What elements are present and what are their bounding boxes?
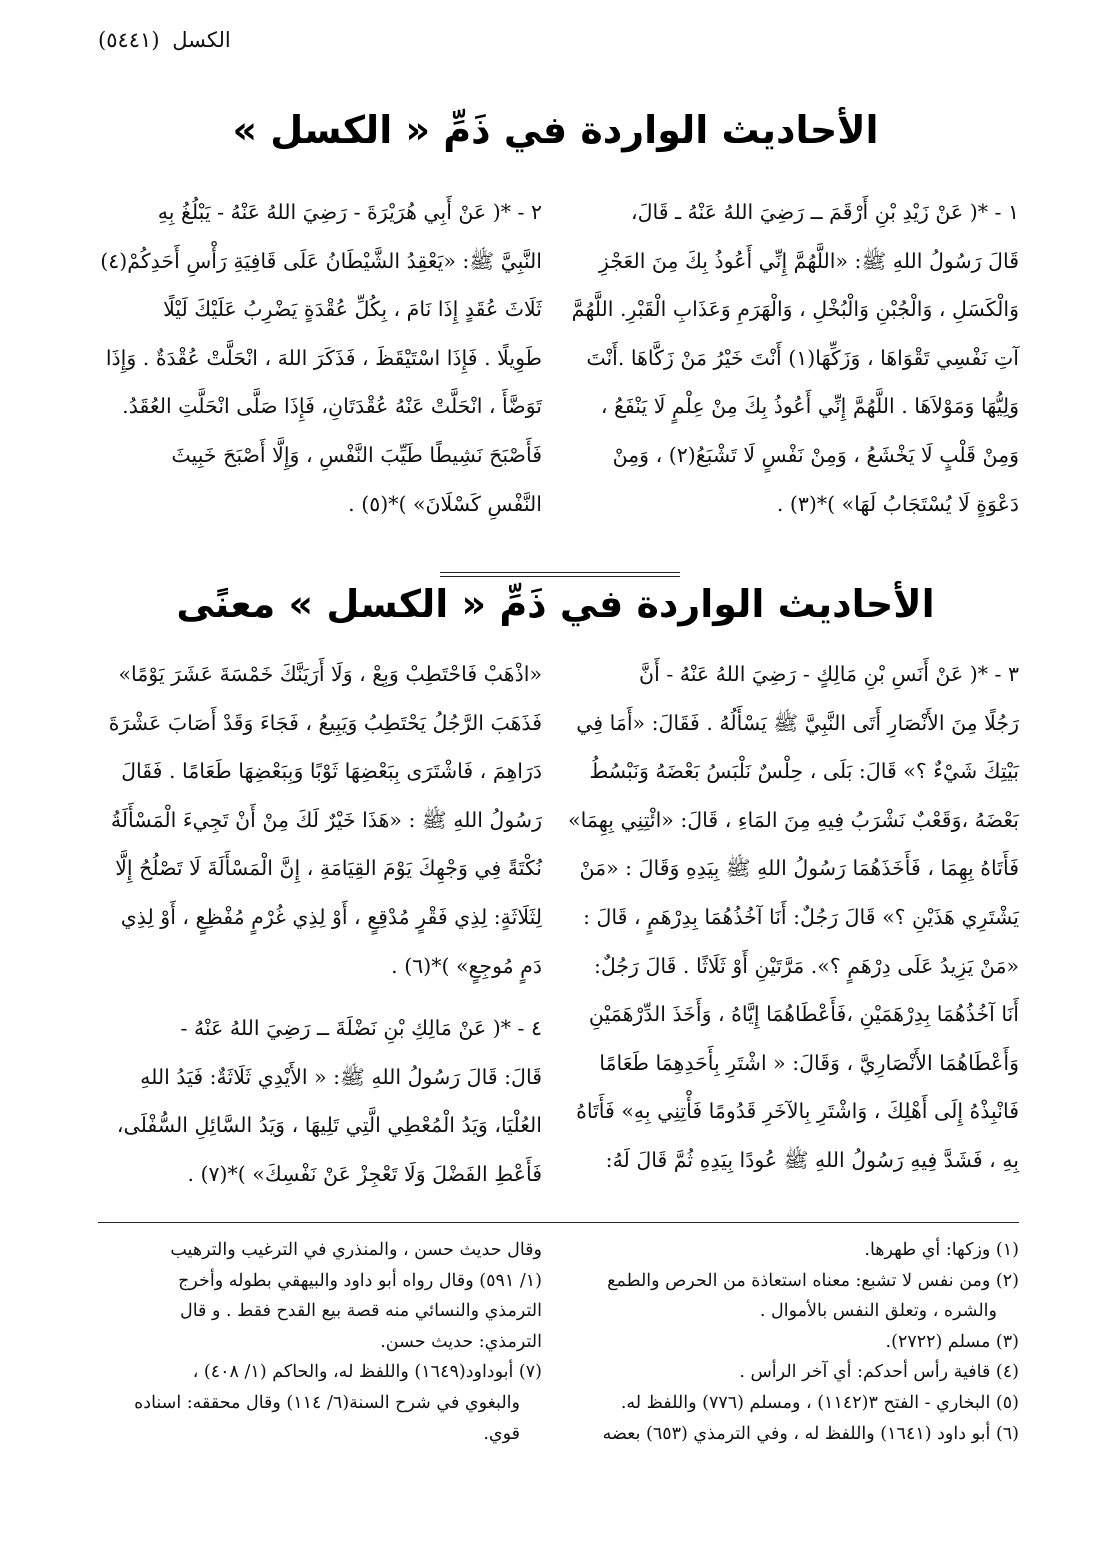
footnote: (٦) أبو داود (١٦٤١) واللفظ له ، وفي الترمذي (٦٥٣) بعضه xyxy=(602,1423,1019,1444)
hadith-3-continued-and-4-column xyxy=(98,650,542,1199)
text-line: فَأَتَاهُ بِهِمَا ، فَأَخَذَهُمَا رَسُولُ اللهِ ﷺ بِيَدِهِ وَقَالَ : «مَنْ xyxy=(579,856,1019,881)
footnote: (١) وزكها: أي طهرها. xyxy=(864,1240,1019,1260)
text-line: بَعْضَهُ ،وَقَعْبٌ نَشْرَبُ فِيهِ مِنَ المَاءِ ، قَالَ: «ائْتِنِي بِهِمَا» xyxy=(568,807,1019,832)
footnote-continued: الترمذي والنسائي منه قصة بيع القدح فقط . و قال xyxy=(180,1301,542,1322)
text-line: «اذْهَبْ فَاحْتَطِبْ وَبِعْ ، وَلَا أَرَيَنَّكَ خَمْسَةَ عَشَرَ يَوْمًا» xyxy=(118,662,542,686)
footnote: (٧) أبوداود(١٦٤٩) واللفظ له، والحاكم (١/ ٤٠٨) ، xyxy=(192,1362,542,1383)
text-line: نُكْتَةً فِي وَجْهِكَ يَوْمَ القِيَامَةِ ، إِنَّ الْمَسْأَلَةَ لَا تَصْلُحُ إِلَّا xyxy=(115,856,542,881)
text-line: قَالَ: قَالَ رَسُولُ اللهِ ﷺ: « الأَيْدِي ثَلَاثَةٌ: فَيَدُ اللهِ xyxy=(140,1064,542,1089)
text-line: قَالَ رَسُولُ اللهِ ﷺ: «اللَّهُمَّ إِنِّي أَعُوذُ بِكَ مِنَ العَجْزِ xyxy=(599,248,1019,273)
section-heading-2: الأحاديث الواردة في ذَمِّ « الكسل » معنًى xyxy=(176,582,935,626)
text-line: ٤ - *( عَنْ مَالِكِ بْنِ نَضْلَةَ ــ رَضِيَ اللهُ عَنْهُ - xyxy=(180,1016,542,1041)
hadith-2-column xyxy=(98,188,542,528)
footnote-continued: وقال حديث حسن ، والمنذري في الترغيب والترهيب xyxy=(170,1240,542,1260)
text-line: «مَنْ يَزِيدُ عَلَى دِرْهَمٍ ؟». مَرَّتَيْنِ أَوْ ثَلَاثًا . قَالَ رَجُلٌ: xyxy=(593,953,1019,978)
text-line: فَأَصْبَحَ نَشِيطًا طَيِّبَ النَّفْسِ ، وَإِلَّا أَصْبَحَ خَبِيثَ xyxy=(171,442,542,467)
footnote-divider xyxy=(98,1222,1019,1223)
text-line: وَمِنْ قَلْبٍ لَا يَخْشَعُ ، وَمِنْ نَفْسٍ لَا تَشْبَعُ(٢) ، وَمِنْ xyxy=(612,442,1019,467)
text-line: لِثَلَاثَةٍ: لِذِي فَقْرٍ مُدْقِعٍ ، أَوْ لِذِي غُرْمٍ مُفْظِعٍ ، أَوْ لِذِي xyxy=(120,904,542,929)
hadith-3-column xyxy=(553,650,1019,1185)
footnotes-right-column xyxy=(557,1235,1019,1449)
section-heading-1: الأحاديث الواردة في ذَمِّ « الكسل » xyxy=(232,108,879,152)
text-line: النَّبِيَّ ﷺ: «يَعْقِدُ الشَّيْطَانُ عَلَى قَافِيَةِ رَأْسِ أَحَدِكُمْ(٤) xyxy=(100,248,542,273)
text-line: ٣ - *( عَنْ أَنَسِ بْنِ مَالِكٍ - رَضِيَ اللهُ عَنْهُ - أَنَّ xyxy=(639,662,1019,686)
text-line: العُلْيَا، وَيَدُ الْمُعْطِي الَّتِي تَلِيهَا ، وَيَدُ السَّائِلِ السُّفْلَى، xyxy=(116,1113,542,1138)
text-line: تَوَضَّأَ ، انْحَلَّتْ عَنْهُ عُقْدَتَانِ، فَإِذَا صَلَّى انْحَلَّتِ العُقَدُ. xyxy=(122,394,542,419)
text-line: بَيْتِكَ شَيْءٌ ؟» قَالَ: بَلَى ، حِلْسٌ نَلْبَسُ بَعْضَهُ وَنَبْسُطُ xyxy=(589,759,1019,784)
running-head-title: الكسل xyxy=(172,28,231,52)
text-line: ٢ - *( عَنْ أَبِي هُرَيْرَةَ - رَضِيَ اللهُ عَنْهُ - يَبْلُغُ بِهِ xyxy=(157,200,542,224)
footnote: (٤) قافية رأس أحدكم: أي آخر الرأس . xyxy=(739,1362,1019,1383)
text-line: طَوِيلًا . فَإِذَا اسْتَيْقَظَ ، فَذَكَرَ اللهَ ، انْحَلَّتْ عُقْدَةٌ . وَإِذَا xyxy=(105,345,542,370)
footnote: (٣) مسلم (٢٧٢٢). xyxy=(885,1331,1019,1352)
running-head xyxy=(98,28,398,52)
footnote-continued: (١/ ٥٩١) وقال رواه أبو داود والبيهقي بطوله وأخرج xyxy=(178,1270,542,1291)
text-line: ثَلَاثَ عُقَدٍ إِذَا نَامَ ، بِكُلِّ عُقْدَةٍ يَضْرِبُ عَلَيْكَ لَيْلًا xyxy=(163,297,542,322)
footnote-continued: قوي. xyxy=(483,1423,520,1444)
text-line: دَعْوَةٍ لَا يُسْتَجَابُ لَهَا» )*(٣) . xyxy=(776,491,1019,516)
text-line: ١ - *( عَنْ زَيْدِ بْنِ أَرْقَمَ ــ رَضِيَ اللهُ عَنْهُ ـ قَالَ، xyxy=(630,200,1019,224)
text-line: أَنَا آخُذُهُمَا بِدِرْهَمَيْنِ ،فَأَعْطَاهُمَا إِيَّاهُ ، وَأَخَذَ الدِّرْهَمَيْنِ xyxy=(588,1002,1019,1027)
text-line: آتِ نَفْسِي تَقْوَاهَا ، وَزَكِّهَا(١) أَنْتَ خَيْرُ مَنْ زَكَّاهَا .أَنْتَ xyxy=(586,345,1019,370)
footnote: (٢) ومن نفس لا تشبع: معناه استعاذة من الحرص والطمع xyxy=(607,1270,1019,1291)
text-line: فَانْبِذْهُ إِلَى أَهْلِكَ ، وَاشْتَرِ بِالآخَرِ قَدُومًا فَأْتِنِي بِهِ» فَأَتَاهُ xyxy=(576,1099,1019,1124)
footnote: (٥) البخاري - الفتح ٣(١١٤٢) ، ومسلم (٧٧٦) واللفظ له. xyxy=(620,1392,1019,1413)
section-divider xyxy=(440,572,680,573)
paragraph-gap xyxy=(98,990,542,1004)
footnote-continued: الترمذي: حديث حسن. xyxy=(380,1331,542,1352)
text-line: دَرَاهِمَ ، فَاشْتَرَى بِبَعْضِهَا ثَوْبًا وَبِبَعْضِهَا طَعَامًا . فَقَالَ xyxy=(121,759,542,784)
text-line: يَشْتَرِي هَذَيْنِ ؟» قَالَ رَجُلٌ: أَنَا آخُذُهُمَا بِدِرْهَمٍ ، قَالَ : xyxy=(583,904,1019,929)
hadith-1-column xyxy=(557,188,1019,528)
page-number: (٥٤٤١) xyxy=(98,28,160,52)
footnotes-left-column xyxy=(98,1235,542,1449)
text-line: فَذَهَبَ الرَّجُلُ يَحْتَطِبُ وَيَبِيعُ ، فَجَاءَ وَقَدْ أَصَابَ عَشْرَةَ xyxy=(108,710,542,735)
text-line: رَسُولُ اللهِ ﷺ : «هَذَا خَيْرٌ لَكَ مِنْ أَنْ تَجِيءَ الْمَسْأَلَةُ xyxy=(110,807,542,832)
text-line: رَجُلًا مِنَ الأَنْصَارِ أَتَى النَّبِيَّ ﷺ يَسْأَلُهُ . فَقَالَ: «أَمَا فِي xyxy=(576,710,1019,735)
text-line: وَأَعْطَاهُمَا الأَنْصَارِيَّ ، وَقَالَ: « اشْتَرِ بِأَحَدِهِمَا طَعَامًا xyxy=(599,1050,1019,1075)
footnote-continued: والشره ، وتعلق النفس بالأموال . xyxy=(759,1301,997,1322)
text-line: بِهِ ، فَشَدَّ فِيهِ رَسُولُ اللهِ ﷺ عُودًا بِيَدِهِ ثُمَّ قَالَ لَهُ: xyxy=(605,1147,1019,1172)
text-line: فَأَعْطِ الفَضْلَ وَلَا تَعْجِزْ عَنْ نَفْسِكَ» )*(٧) . xyxy=(187,1161,542,1186)
text-line: دَمٍ مُوجِعٍ» )*(٦) . xyxy=(391,953,542,978)
text-line: وَلِيُّهَا وَمَوْلاَهَا . اللَّهُمَّ إِنِّي أَعُوذُ بِكَ مِنْ عِلْمٍ لَا يَنْفَعُ ، xyxy=(600,394,1019,419)
text-line: وَالْكَسَلِ ، وَالْجُبْنِ وَالْبُخْلِ ، وَالْهَرَمِ وَعَذَابِ الْقَبْرِ. اللَّهُمَّ xyxy=(571,297,1019,322)
footnote-continued: والبغوي في شرح السنة(٦/ ١١٤) وقال محققه: اسناده xyxy=(134,1392,520,1413)
text-line: النَّفْسِ كَسْلَانَ» )*(٥) . xyxy=(348,491,542,516)
